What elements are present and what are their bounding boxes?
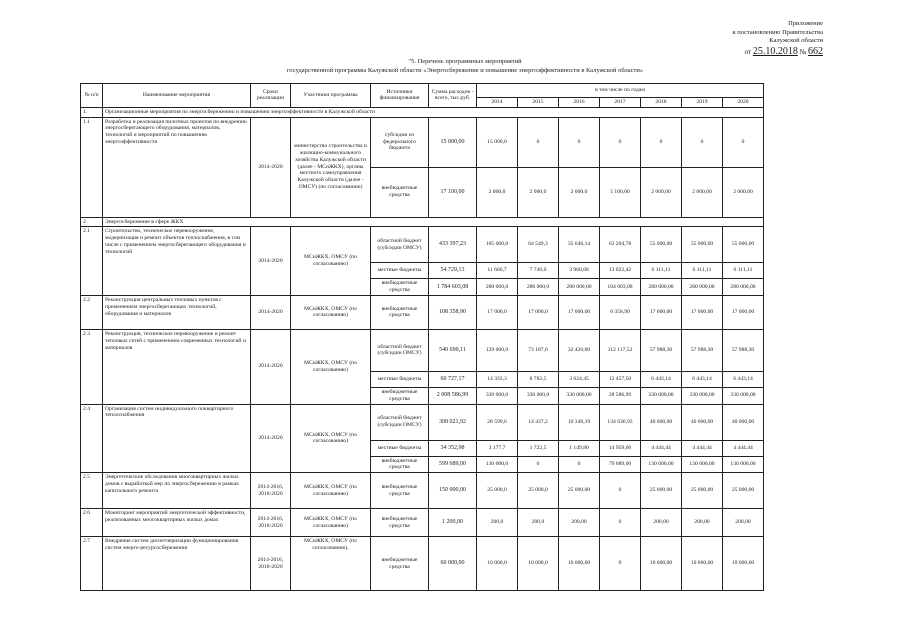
year-cell: 73 187,6 (518, 329, 559, 371)
header-year: 2016 (559, 98, 600, 108)
year-cell: 25 000,00 (559, 473, 600, 509)
year-cell: 130 000,0 (477, 456, 518, 473)
year-cell: 129 000,0 (477, 329, 518, 371)
year-cell: 10 000,00 (641, 537, 682, 591)
year-cell: 6 111,11 (682, 263, 723, 279)
year-cell: 280 000,00 (723, 279, 764, 296)
year-cell: 55 000,00 (723, 227, 764, 263)
year-cell: 64 549,3 (518, 227, 559, 263)
item-num: 2.1 (81, 227, 103, 296)
header-year: 2014 (477, 98, 518, 108)
year-cell: 104 603,08 (600, 279, 641, 296)
funding-source: областной бюджет (субсидии ОМСУ) (371, 404, 429, 440)
year-cell: 6 358,90 (600, 295, 641, 329)
year-cell: 280 000,0 (518, 279, 559, 296)
year-cell: 2 000,00 (723, 167, 764, 217)
item-participants: МСиЖКХ, ОМСУ (по согласованию) (291, 329, 371, 404)
year-cell: 32 420,00 (559, 329, 600, 371)
year-cell: 130 000,00 (641, 456, 682, 473)
header-num: № п/п (81, 84, 103, 108)
header-by-years: в том числе по годам (477, 84, 764, 98)
year-cell: 6 111,11 (641, 263, 682, 279)
year-cell: 280 000,00 (559, 279, 600, 296)
total-cell: 150 000,00 (429, 473, 477, 509)
table-row (81, 473, 764, 509)
funding-source: областной бюджет (субсидии ОМСУ) (371, 227, 429, 263)
item-participants: МСиЖКХ, ОМСУ (по согласованию) (291, 404, 371, 473)
year-cell: 3 177,7 (477, 440, 518, 456)
item-period: 2014-2016, 2018-2020 (251, 473, 291, 509)
item-num: 2.6 (81, 509, 103, 537)
year-cell: 25 000,00 (682, 473, 723, 509)
year-cell: 7 746,0 (518, 263, 559, 279)
total-cell: 34 352,98 (429, 440, 477, 456)
year-cell: 280 000,0 (477, 279, 518, 296)
year-cell: 35 646,14 (559, 227, 600, 263)
year-cell: 10 000,00 (559, 537, 600, 591)
item-num: 2.5 (81, 473, 103, 509)
number-prefix: № (799, 47, 807, 56)
total-cell: 54 729,13 (429, 263, 477, 279)
item-name: Реконструкция, техническое перевооружение и ремонт тепловых сетей с применением современных технологий и материалов (103, 329, 251, 404)
item-period: 2014-2016, 2018-2020 (251, 537, 291, 591)
total-cell: 1 784 603,08 (429, 279, 477, 296)
year-cell: 330 000,0 (518, 387, 559, 404)
appendix-line: к постановлению Правительства (732, 28, 823, 36)
year-cell: 6 443,14 (641, 371, 682, 387)
header-period: Сроки реализации (251, 84, 291, 108)
year-cell: 11 666,7 (477, 263, 518, 279)
year-cell: 330 000,00 (559, 387, 600, 404)
decree-date: 25.10.2018 (752, 45, 798, 57)
funding-source: внебюджетные средства (371, 387, 429, 404)
total-cell: 599 689,00 (429, 456, 477, 473)
item-participants: МСиЖКХ, ОМСУ (по согласованию) (291, 227, 371, 296)
year-cell: 25 000,00 (723, 473, 764, 509)
decree-date-line (643, 45, 823, 57)
year-cell: 2 000,00 (641, 167, 682, 217)
document-title (150, 57, 780, 75)
title-line-2: государственной программы Калужской области «Энергосбережение и повышение энергоэффективности в Калужской области» (286, 67, 644, 74)
section-title: Организационные мероприятия по энергосбережению и повышению энергоэффективности в Калужской области (103, 107, 764, 117)
table-row (81, 117, 764, 167)
section-row (81, 217, 764, 227)
year-cell: 25 000,0 (477, 473, 518, 509)
item-num: 2.3 (81, 329, 103, 404)
year-cell: 3 624,45 (559, 371, 600, 387)
year-cell: 40 000,00 (723, 404, 764, 440)
year-cell: 134 636,93 (600, 404, 641, 440)
year-cell: 1 149,80 (559, 440, 600, 456)
item-num: 2.2 (81, 295, 103, 329)
year-cell: 17 000,00 (682, 295, 723, 329)
year-cell: 330 000,00 (682, 387, 723, 404)
year-cell: 0 (559, 456, 600, 473)
item-name: Организация систем индивидуального поквартирного теплоснабжения (103, 404, 251, 473)
year-cell: 2 000,0 (518, 167, 559, 217)
year-cell: 14 437,2 (518, 404, 559, 440)
year-cell: 55 000,00 (682, 227, 723, 263)
year-cell: 57 988,30 (641, 329, 682, 371)
year-cell: 1 722,5 (518, 440, 559, 456)
section-row (81, 107, 764, 117)
funding-source: местные бюджеты (371, 371, 429, 387)
funding-source: внебюджетные средства (371, 167, 429, 217)
year-cell: 200,00 (641, 509, 682, 537)
year-cell: 6 111,11 (723, 263, 764, 279)
header-year: 2018 (641, 98, 682, 108)
year-cell: 28 599,6 (477, 404, 518, 440)
program-activities-table (80, 83, 764, 591)
header-source: Источники финансирования (371, 84, 429, 108)
item-participants: МСиЖКХ, ОМСУ (по согласованию) (291, 473, 371, 509)
year-cell: 57 988,30 (723, 329, 764, 371)
year-cell: 330 000,00 (723, 387, 764, 404)
year-cell: 200,0 (477, 509, 518, 537)
table-row (81, 404, 764, 440)
year-cell: 0 (682, 117, 723, 167)
total-cell: 60 000,00 (429, 537, 477, 591)
year-cell: 0 (600, 473, 641, 509)
funding-source: внебюджетные средства (371, 279, 429, 296)
item-name: Разработка и реализация пилотных проектов по внедрению энергосберегающего оборудования, материалов, технологий и мероприятий по повышению энергоэффективности (103, 117, 251, 217)
year-cell: 17 000,00 (641, 295, 682, 329)
year-cell: 14 959,66 (600, 440, 641, 456)
header-year: 2020 (723, 98, 764, 108)
year-cell: 15 000,0 (477, 117, 518, 167)
year-cell: 17 000,00 (723, 295, 764, 329)
item-period: 2014-2020 (251, 329, 291, 404)
year-cell: 280 000,00 (641, 279, 682, 296)
table-row (81, 329, 764, 371)
funding-source: внебюджетные средства (371, 295, 429, 329)
header-year: 2019 (682, 98, 723, 108)
year-cell: 40 000,00 (682, 404, 723, 440)
section-num: 1. (81, 107, 103, 117)
item-name: Реконструкция центральных тепловых пунктов с применением энергосберегающих технологий, оборудования и материалов (103, 295, 251, 329)
year-cell: 280 000,00 (682, 279, 723, 296)
year-cell: 57 988,30 (682, 329, 723, 371)
item-name: Мониторинг мероприятий энергетической эффективности, реализованных многоквартирных жилых домах (103, 509, 251, 537)
item-participants: МСиЖКХ, ОМСУ (по согласованию) (291, 295, 371, 329)
year-cell: 40 000,00 (641, 404, 682, 440)
year-cell: 10 000,00 (682, 537, 723, 591)
year-cell: 4 444,44 (641, 440, 682, 456)
year-cell: 3 960,68 (559, 263, 600, 279)
year-cell: 0 (518, 456, 559, 473)
header-year: 2017 (600, 98, 641, 108)
year-cell: 63 204,78 (600, 227, 641, 263)
item-num: 1.1 (81, 117, 103, 217)
total-cell: 60 727,17 (429, 371, 477, 387)
year-cell: 0 (600, 509, 641, 537)
funding-source: субсидии из федерального бюджета (371, 117, 429, 167)
year-cell: 14 333,3 (477, 371, 518, 387)
item-num: 2.7 (81, 537, 103, 591)
year-cell: 200,00 (559, 509, 600, 537)
appendix-block (643, 20, 823, 56)
year-cell: 330 000,0 (477, 387, 518, 404)
total-cell: 15 000,00 (429, 117, 477, 167)
total-cell: 540 690,11 (429, 329, 477, 371)
item-period: 2014-2020 (251, 404, 291, 473)
year-cell: 0 (600, 117, 641, 167)
funding-source: внебюджетные средства (371, 537, 429, 591)
year-cell: 2 000,00 (682, 167, 723, 217)
date-prefix: от (744, 47, 752, 56)
year-cell: 17 000,0 (518, 295, 559, 329)
item-period: 2014-2020 (251, 227, 291, 296)
year-cell: 28 586,99 (600, 387, 641, 404)
total-cell: 433 397,23 (429, 227, 477, 263)
item-participants: МСиЖКХ, ОМСУ (по согласованию), (291, 537, 371, 591)
year-cell: 0 (559, 117, 600, 167)
funding-source: местные бюджеты (371, 440, 429, 456)
item-period: 2014-2020 (251, 295, 291, 329)
year-cell: 55 000,00 (641, 227, 682, 263)
year-cell: 200,00 (682, 509, 723, 537)
year-cell: 2 000,0 (559, 167, 600, 217)
year-cell: 17 000,0 (477, 295, 518, 329)
year-cell: 10 000,00 (723, 537, 764, 591)
decree-number: 662 (808, 45, 823, 57)
table-row (81, 509, 764, 537)
year-cell: 13 022,42 (600, 263, 641, 279)
appendix-line: Калужской области (769, 37, 823, 44)
year-cell: 0 (723, 117, 764, 167)
year-cell: 10 000,0 (518, 537, 559, 591)
year-cell: 130 000,00 (723, 456, 764, 473)
total-cell: 17 100,00 (429, 167, 477, 217)
year-cell: 2 000,0 (477, 167, 518, 217)
header-name: Наименование мероприятия (103, 84, 251, 108)
year-cell: 8 782,5 (518, 371, 559, 387)
year-cell: 79 689,00 (600, 456, 641, 473)
total-cell: 308 021,92 (429, 404, 477, 440)
item-period: 2014-2020 (251, 117, 291, 217)
table-row (81, 537, 764, 591)
section-title: Энергосбережение в сфере ЖКХ (103, 217, 764, 227)
table-row (81, 227, 764, 263)
year-cell: 130 000,00 (682, 456, 723, 473)
section-num: 2. (81, 217, 103, 227)
total-cell: 2 008 586,99 (429, 387, 477, 404)
funding-source: местные бюджеты (371, 263, 429, 279)
year-cell: 0 (641, 117, 682, 167)
year-cell: 0 (600, 537, 641, 591)
item-participants: министерство строительства и жилищно-коммунального хозяйства Калужской области (далее - МСиЖКХ), органы местного самоуправления Калужской области (далее - ОМСУ) (по согласованию) (291, 117, 371, 217)
header-year: 2015 (518, 98, 559, 108)
total-cell: 108 358,90 (429, 295, 477, 329)
header-participants: Участники программы (291, 84, 371, 108)
year-cell: 4 444,44 (723, 440, 764, 456)
year-cell: 10 000,0 (477, 537, 518, 591)
year-cell: 10 348,19 (559, 404, 600, 440)
title-line-1: "5. Перечень программных мероприятий (408, 58, 522, 65)
year-cell: 112 117,52 (600, 329, 641, 371)
year-cell: 5 100,00 (600, 167, 641, 217)
year-cell: 330 000,00 (641, 387, 682, 404)
year-cell: 4 444,44 (682, 440, 723, 456)
table-row (81, 295, 764, 329)
year-cell: 25 000,00 (641, 473, 682, 509)
year-cell: 17 000,00 (559, 295, 600, 329)
funding-source: областной бюджет (субсидии ОМСУ) (371, 329, 429, 371)
header-total: Сумма расходов - всего, тыс.руб. (429, 84, 477, 108)
total-cell: 1 200,00 (429, 509, 477, 537)
item-num: 2.4 (81, 404, 103, 473)
year-cell: 105 000,0 (477, 227, 518, 263)
appendix-line: Приложение (788, 20, 823, 27)
item-participants: МСиЖКХ, ОМСУ (по согласованию) (291, 509, 371, 537)
year-cell: 25 000,0 (518, 473, 559, 509)
year-cell: 6 443,14 (723, 371, 764, 387)
year-cell: 6 443,14 (682, 371, 723, 387)
item-name: Энергетические обследования многоквартирных жилых домов с выработкой мер по энергосбережению в рамках капитального ремонта (103, 473, 251, 509)
year-cell: 200,0 (518, 509, 559, 537)
item-name: Внедрение систем диспетчеризации функционирования систем энерго-ресурсосбережения (103, 537, 251, 591)
funding-source: внебюджетные средства (371, 456, 429, 473)
year-cell: 200,00 (723, 509, 764, 537)
funding-source: внебюджетные средства (371, 473, 429, 509)
funding-source: внебюджетные средства (371, 509, 429, 537)
item-period: 2014-2016, 2018-2020 (251, 509, 291, 537)
year-cell: 12 457,50 (600, 371, 641, 387)
item-name: Строительство, техническое перевооружение, модернизация и ремонт объектов теплоснабжения, в том числе с применением энергосберегающего оборудования и технологий (103, 227, 251, 296)
year-cell: 0 (518, 117, 559, 167)
